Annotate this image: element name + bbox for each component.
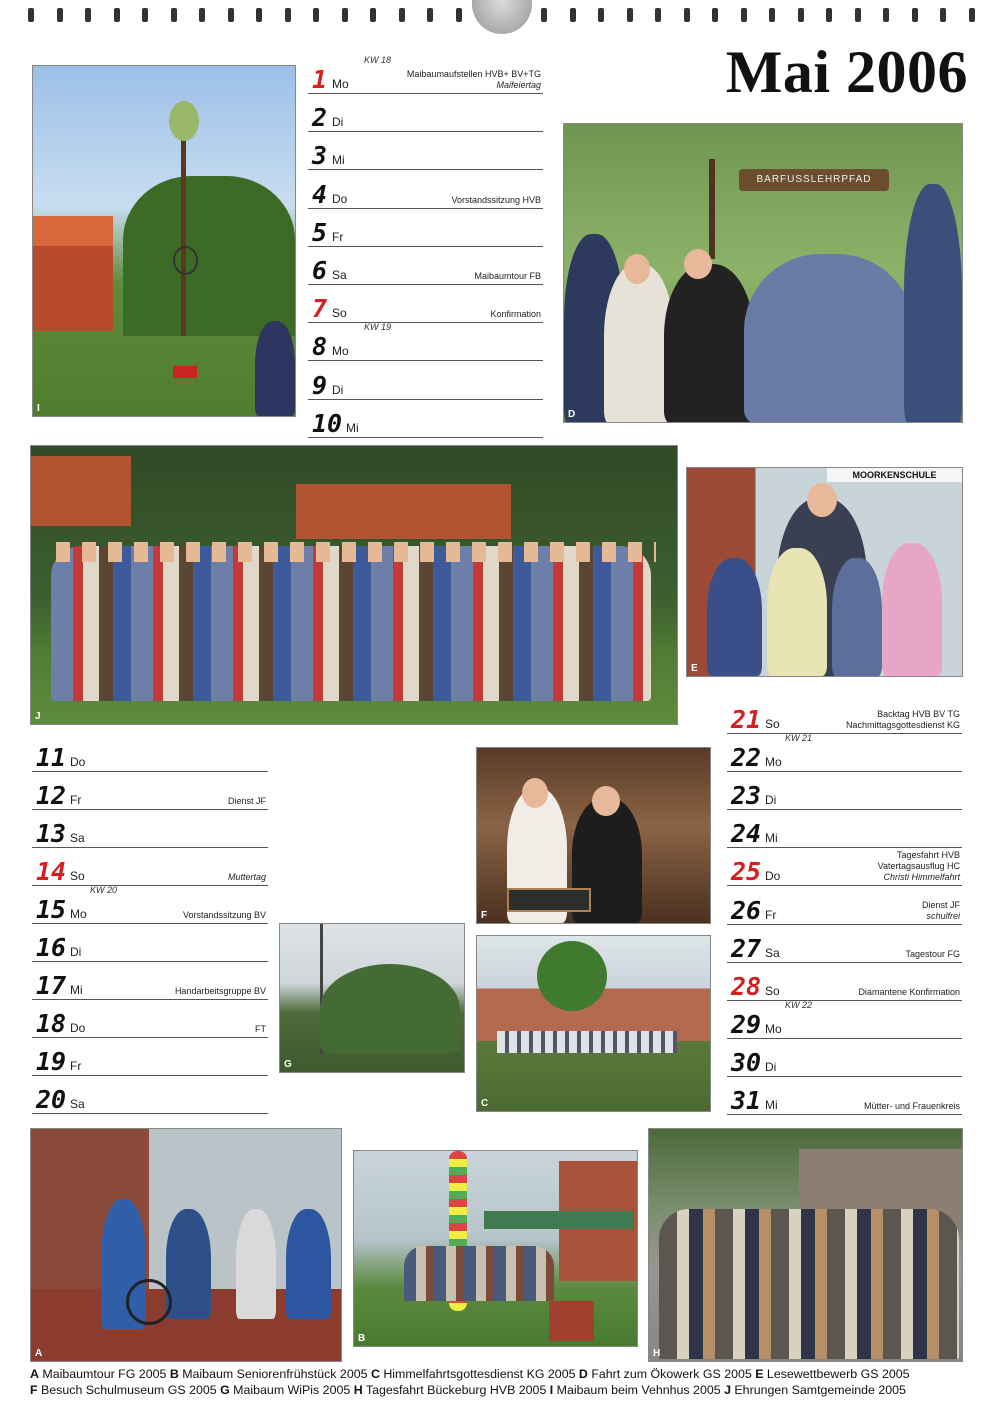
caption-key: E — [755, 1367, 764, 1381]
weekday: Mi — [70, 983, 83, 997]
weekday: Mi — [332, 153, 345, 168]
day-row-19 — [32, 1037, 268, 1076]
weekday: Mo — [765, 755, 782, 770]
photo-c-himmelfahrt: C — [476, 935, 711, 1112]
day-events — [175, 986, 266, 997]
day-row-1 — [308, 55, 543, 94]
photo-j-ehrungen: J — [30, 445, 678, 725]
binding-ring — [598, 8, 604, 22]
girl — [707, 558, 762, 676]
head — [807, 483, 837, 517]
day-row-29 — [727, 1000, 962, 1039]
caption-text: Maibaum WiPis 2005 — [229, 1383, 354, 1397]
head — [522, 778, 548, 808]
caption-key: J — [724, 1383, 731, 1397]
event-text: FT — [255, 1024, 266, 1034]
dancing-seniors — [404, 1246, 554, 1301]
caption-item-b — [170, 1367, 371, 1381]
maypole-crown — [169, 101, 199, 141]
weekday: So — [332, 306, 347, 321]
photo-d-oekowerk: BARFUSSLEHRPFAD D — [563, 123, 963, 423]
weekday: Sa — [765, 945, 780, 960]
event-text: Dienst JF — [921, 899, 960, 910]
caption-key: D — [578, 1367, 588, 1381]
day-events — [474, 271, 541, 282]
caption-text: Maibaumtour FG 2005 — [38, 1367, 170, 1381]
holiday-text: Christi Himmelfahrt — [883, 872, 960, 883]
holiday-text: Muttertag — [227, 872, 266, 882]
weekday: So — [765, 717, 780, 731]
day-events — [878, 850, 960, 883]
caption-key: I — [549, 1383, 554, 1397]
day-row-25 — [727, 847, 962, 886]
day-number: 7 — [312, 294, 328, 324]
caption-item-d — [579, 1367, 755, 1381]
binding-ring — [826, 8, 832, 22]
photo-b-seniorenfruehstueck: B — [353, 1150, 638, 1347]
day-row-21 — [727, 695, 962, 734]
day-number: 24 — [731, 819, 762, 849]
weekday: Di — [765, 1059, 777, 1074]
binding-ring — [28, 8, 34, 22]
day-number: 3 — [312, 141, 328, 171]
weekday: Di — [765, 793, 777, 808]
photo-g-maibaum-wipis: G — [279, 923, 465, 1073]
caption-key: B — [169, 1367, 179, 1381]
day-number: 28 — [731, 971, 762, 1001]
weekday: Mo — [332, 344, 349, 359]
event-text: Vorstandssitzung BV — [182, 910, 266, 920]
spiral-binding — [0, 0, 1000, 30]
tour-group — [659, 1209, 959, 1359]
caption-key: C — [370, 1367, 380, 1381]
binding-ring — [199, 8, 205, 22]
binding-ring — [855, 8, 861, 22]
calendar-week: KW 19 — [364, 322, 392, 333]
weekday: Do — [70, 1021, 86, 1035]
event-text: Dienst JF — [227, 796, 266, 806]
weekday: Sa — [332, 268, 347, 282]
boy — [664, 264, 754, 423]
binding-ring — [399, 8, 405, 22]
binding-ring — [570, 8, 576, 22]
girl — [882, 543, 942, 676]
group-of-people — [51, 546, 651, 701]
calendar-week: KW 20 — [90, 885, 118, 895]
day-number: 10 — [312, 408, 343, 438]
binding-ring — [541, 8, 547, 22]
event-text: Mütter- und Frauenkreis — [863, 1101, 960, 1111]
weekday: Mo — [70, 907, 87, 921]
moorkenschule-sign: MOORKENSCHULE — [827, 468, 962, 482]
adult — [904, 184, 962, 423]
caption-item-a — [30, 1367, 170, 1381]
day-number: 5 — [312, 217, 328, 247]
event-text: Vorstandssitzung HVB — [451, 194, 541, 205]
day-row-27 — [727, 924, 962, 963]
day-events — [407, 69, 541, 91]
trees — [123, 176, 295, 336]
day-number: 12 — [36, 781, 67, 810]
caption-text: Ehrungen Samtgemeinde 2005 — [730, 1383, 906, 1397]
day-events — [864, 1101, 960, 1112]
weekday: Fr — [70, 1059, 82, 1073]
event-text: Tagestour FG — [905, 948, 960, 959]
caption-key: A — [30, 1367, 39, 1381]
day-events — [922, 900, 960, 922]
binding-ring — [627, 8, 633, 22]
caption-text: Maibaum beim Vehnhus 2005 — [553, 1383, 725, 1397]
day-events — [228, 796, 266, 807]
weekday: Mo — [332, 77, 349, 91]
binding-ring — [969, 8, 975, 22]
day-number: 27 — [731, 933, 762, 963]
day-number: 14 — [36, 857, 67, 886]
binding-ring — [741, 8, 747, 22]
binding-ring — [655, 8, 661, 22]
weekday: Fr — [765, 907, 777, 922]
weekday: So — [70, 869, 85, 883]
day-row-12 — [32, 771, 268, 810]
calendar-week: KW 22 — [785, 999, 813, 1010]
caption-item-h — [354, 1383, 550, 1397]
day-row-23 — [727, 771, 962, 810]
children-group — [744, 254, 914, 423]
binding-ring — [684, 8, 690, 22]
cyclist — [286, 1209, 331, 1319]
head — [624, 254, 650, 284]
caption-text: Besuch Schulmuseum GS 2005 — [37, 1383, 221, 1397]
weekday: Di — [332, 382, 344, 397]
head — [684, 249, 712, 279]
day-number: 30 — [731, 1047, 762, 1077]
day-row-16 — [32, 923, 268, 962]
event-text: Nachmittagsgottesdienst KG — [845, 720, 960, 730]
binding-ring — [712, 8, 718, 22]
caption-item-i — [550, 1383, 724, 1397]
day-number: 21 — [731, 705, 762, 734]
day-row-7 — [308, 284, 543, 323]
day-events — [858, 987, 960, 998]
binding-ring — [427, 8, 433, 22]
day-row-14 — [32, 847, 268, 886]
day-number: 1 — [312, 65, 328, 94]
maypole-wreath — [173, 246, 198, 275]
caption-item-j — [724, 1383, 906, 1397]
caption-item-c — [371, 1367, 579, 1381]
bicycle-wheel — [126, 1279, 172, 1325]
weekday: Fr — [332, 229, 344, 244]
caption-item-f — [30, 1383, 220, 1397]
weekday: Di — [332, 115, 344, 130]
day-events — [905, 949, 960, 960]
caption-text: Himmelfahrtsgottesdienst KG 2005 — [379, 1367, 579, 1381]
day-events — [183, 910, 266, 921]
weekday: Mi — [765, 1098, 778, 1112]
photo-h-bueckeburg: H — [648, 1128, 963, 1362]
day-number: 15 — [36, 895, 67, 924]
sign-post — [709, 159, 715, 259]
binding-ring — [342, 8, 348, 22]
binding-ring — [171, 8, 177, 22]
day-row-3 — [308, 131, 543, 170]
person — [255, 321, 295, 416]
binding-ring — [85, 8, 91, 22]
binding-ring — [57, 8, 63, 22]
day-row-22 — [727, 733, 962, 772]
house-roof — [33, 216, 113, 246]
calendar-week: KW 21 — [785, 733, 813, 744]
day-row-11 — [32, 733, 268, 772]
day-number: 22 — [731, 743, 762, 773]
weekday: Do — [765, 869, 781, 884]
binding-ring — [313, 8, 319, 22]
day-events — [490, 309, 541, 320]
day-row-31 — [727, 1076, 962, 1115]
event-text: Vatertagsausflug HC — [877, 861, 960, 872]
girl — [767, 548, 827, 676]
photo-i-maypole-vehnhus: I — [32, 65, 296, 417]
event-text: Diamantene Konfirmation — [858, 986, 960, 997]
holiday-text: schulfrei — [926, 910, 960, 921]
event-text: Tagesfahrt HVB — [896, 850, 960, 861]
congregation — [497, 1031, 677, 1053]
day-events — [846, 709, 960, 731]
caption-key: G — [220, 1383, 230, 1397]
event-text: Maibaumaufstellen HVB+ BV+TG — [406, 69, 541, 79]
weekday: Do — [70, 755, 86, 769]
binding-ring — [228, 8, 234, 22]
calendar-week: KW 18 — [364, 55, 392, 65]
caption-text: Fahrt zum Ökowerk GS 2005 — [587, 1367, 756, 1381]
weekday: Mo — [765, 1021, 782, 1036]
day-row-13 — [32, 809, 268, 848]
day-number: 25 — [731, 857, 762, 887]
day-row-24 — [727, 809, 962, 848]
weekday: Fr — [70, 793, 82, 807]
day-events — [255, 1024, 266, 1035]
day-number: 31 — [731, 1086, 762, 1115]
photo-caption — [30, 1366, 975, 1398]
holiday-text: Maifeiertag — [496, 80, 541, 90]
calendar-hanger — [472, 0, 532, 34]
day-number: 20 — [36, 1085, 67, 1114]
day-number: 19 — [36, 1047, 67, 1076]
brick-well — [549, 1301, 594, 1341]
day-number: 2 — [312, 103, 328, 133]
weekday: Mi — [765, 831, 778, 846]
day-events — [228, 872, 266, 883]
caption-text: Maibaum Seniorenfrühstück 2005 — [178, 1367, 371, 1381]
binding-ring — [142, 8, 148, 22]
cyclist — [166, 1209, 211, 1319]
caption-text: Lesewettbewerb GS 2005 — [763, 1367, 910, 1381]
tent — [484, 1211, 634, 1229]
slate — [507, 888, 591, 912]
photo-f-schulmuseum: F — [476, 747, 711, 924]
binding-ring — [883, 8, 889, 22]
day-row-18 — [32, 999, 268, 1038]
photo-e-lesewettbewerb: MOORKENSCHULE E — [686, 467, 963, 677]
heads-row — [56, 542, 656, 562]
caption-key: F — [30, 1383, 38, 1397]
day-row-28 — [727, 962, 962, 1001]
caption-text: Tagesfahrt Bückeburg HVB 2005 — [362, 1383, 550, 1397]
day-number: 23 — [731, 781, 762, 811]
boy — [832, 558, 882, 676]
day-row-30 — [727, 1038, 962, 1077]
day-number: 4 — [312, 179, 328, 209]
day-events — [451, 195, 541, 206]
binding-ring — [940, 8, 946, 22]
weekday: Mi — [346, 420, 359, 435]
caption-item-g — [220, 1383, 354, 1397]
caption-key: H — [353, 1383, 363, 1397]
event-text: Maibaumtour FB — [474, 271, 541, 281]
day-number: 29 — [731, 1009, 762, 1039]
day-row-2 — [308, 93, 543, 132]
event-text: Konfirmation — [490, 309, 541, 320]
caption-item-e — [755, 1367, 909, 1381]
day-number: 9 — [312, 370, 328, 400]
weekday: Sa — [70, 831, 85, 845]
day-number: 17 — [36, 971, 67, 1000]
roof-left — [31, 456, 131, 526]
cyclist — [236, 1209, 276, 1319]
day-number: 26 — [731, 895, 762, 925]
binding-ring — [456, 8, 462, 22]
weekday: Sa — [70, 1097, 85, 1111]
day-number: 16 — [36, 933, 67, 962]
barfusslehrpfad-sign: BARFUSSLEHRPFAD — [739, 169, 889, 191]
day-row-6 — [308, 246, 543, 285]
binding-ring — [769, 8, 775, 22]
month-title: Mai 2006 — [725, 39, 968, 105]
photo-a-maibaumtour: A — [30, 1128, 342, 1362]
day-row-4 — [308, 170, 543, 209]
red-box — [173, 366, 197, 378]
binding-ring — [370, 8, 376, 22]
binding-ring — [285, 8, 291, 22]
binding-ring — [912, 8, 918, 22]
day-row-15 — [32, 885, 268, 924]
weekday: Do — [332, 191, 348, 206]
head — [592, 786, 620, 816]
tree — [537, 941, 607, 1011]
day-number: 8 — [312, 332, 328, 362]
day-row-20 — [32, 1075, 268, 1114]
day-row-8 — [308, 322, 543, 361]
roof-center — [296, 484, 511, 539]
binding-ring — [256, 8, 262, 22]
day-row-5 — [308, 208, 543, 247]
day-row-17 — [32, 961, 268, 1000]
day-number: 13 — [36, 819, 67, 848]
weekday: So — [765, 983, 780, 998]
binding-ring — [798, 8, 804, 22]
day-row-10 — [308, 399, 543, 438]
weekday: Di — [70, 945, 82, 959]
day-row-26 — [727, 886, 962, 925]
event-text: Handarbeitsgruppe BV — [174, 986, 266, 996]
day-number: 6 — [312, 256, 328, 285]
day-number: 18 — [36, 1009, 67, 1038]
event-text: Backtag HVB BV TG — [877, 709, 960, 719]
binding-ring — [114, 8, 120, 22]
day-row-9 — [308, 361, 543, 400]
day-number: 11 — [36, 743, 67, 772]
trees — [320, 964, 460, 1054]
